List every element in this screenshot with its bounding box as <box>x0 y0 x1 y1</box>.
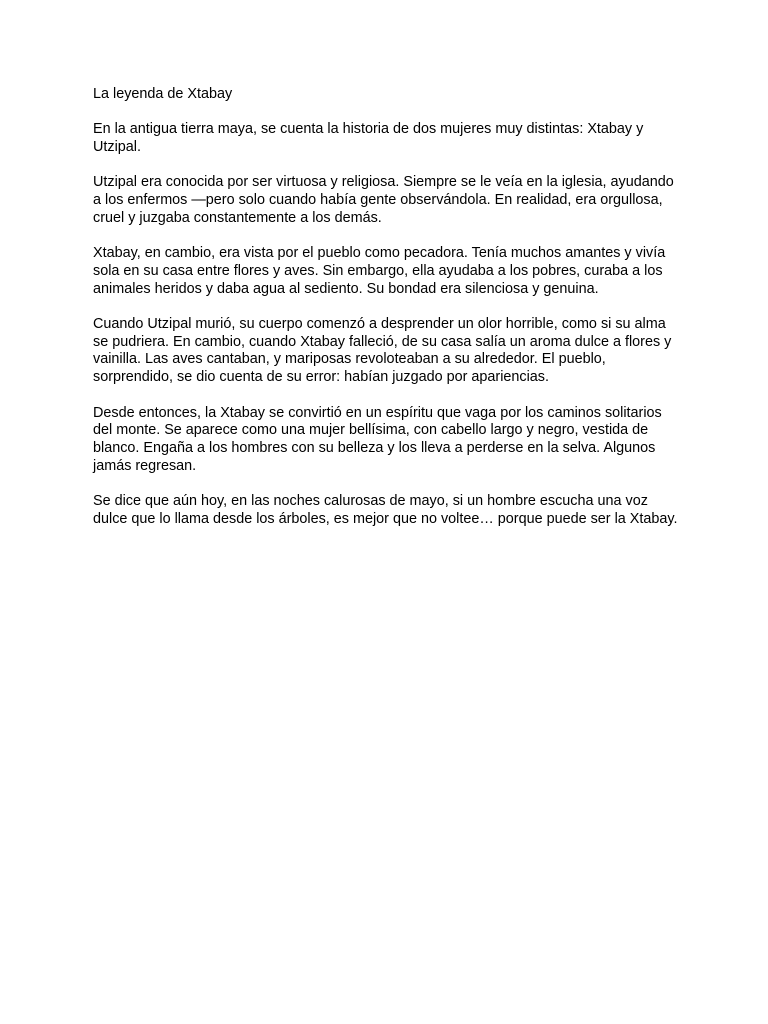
paragraph-6: Se dice que aún hoy, en las noches calurosas de mayo, si un hombre escucha una voz dulce que lo llama desde los árboles, es mejor que no voltee… porque puede ser la Xtabay. <box>93 493 678 527</box>
paragraph-1: En la antigua tierra maya, se cuenta la historia de dos mujeres muy distintas: Xtabay y Utzipal. <box>93 121 644 156</box>
paragraph-3: Xtabay, en cambio, era vista por el pueblo como pecadora. Tenía muchos amantes y vivía sola en su casa entre flores y aves. Sin embargo, ella ayudaba a los pobres, curaba a los animales heridos y daba agua al sediento. Su bondad era silenciosa y genuina. <box>93 245 666 297</box>
paragraph-4: Cuando Utzipal murió, su cuerpo comenzó a desprender un olor horrible, como si su alma se pudriera. En cambio, cuando Xtabay falleció, de su casa salía un aroma dulce a flores y vainilla. Las aves cantaban, y mariposas revoloteaban a su alrededor. El pueblo, sorprendido, se dio cuenta de su error: habían juzgado por apariencias. <box>93 316 672 386</box>
paragraph-5: Desde entonces, la Xtabay se convirtió en un espíritu que vaga por los caminos solitarios del monte. Se aparece como una mujer bellísima, con cabello largo y negro, vestida de blanco. Engaña a los hombres con su belleza y los lleva a perderse en la selva. Algunos jamás regresan. <box>93 404 662 474</box>
document-body <box>93 86 683 546</box>
document-title: La leyenda de Xtabay <box>93 86 233 102</box>
paragraph-2: Utzipal era conocida por ser virtuosa y religiosa. Siempre se le veía en la iglesia, ayudando a los enfermos —pero solo cuando había gente observándola. En realidad, era orgullosa, cruel y juzgaba constantemente a los demás. <box>93 174 674 226</box>
